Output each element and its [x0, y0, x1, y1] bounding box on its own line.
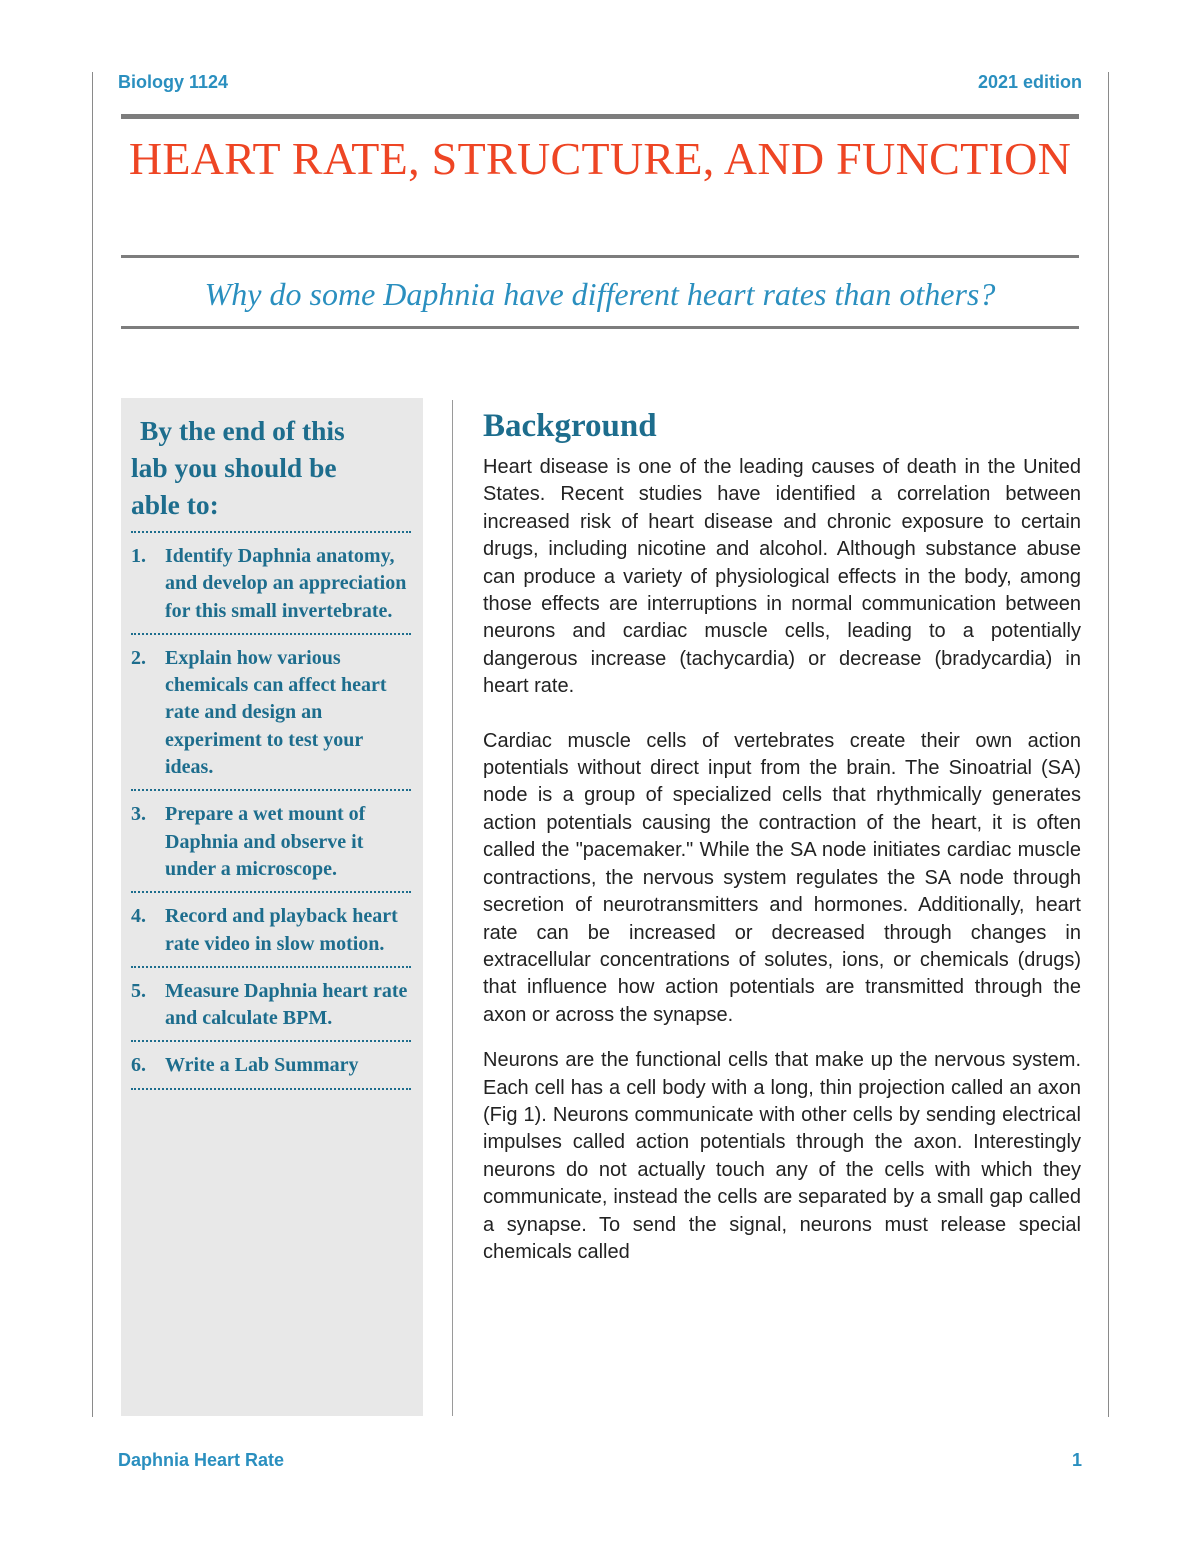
- objective-number: 3.: [131, 803, 146, 826]
- section-heading: Background: [483, 408, 657, 444]
- body-paragraph: Heart disease is one of the leading causes of death in the United States. Recent studies have identified a correlation between increased risk of heart disease and chronic exposure to certain drugs, including nicotine and alcohol. Although substance abuse can produce a variety of physiological effects in the body, among those effects are interruptions in normal communication between neurons and cardiac muscle cells, leading to a potentially dangerous increase (tachycardia) or decrease (bradycardia) in heart rate.: [483, 456, 1081, 698]
- sidebar-heading-line: By the end of this: [140, 415, 345, 446]
- page-number: 1: [1071, 1450, 1082, 1470]
- page-subtitle: Why do some Daphnia have different heart rates than others?: [204, 276, 996, 312]
- objective-text: Write a Lab Summary: [165, 1054, 359, 1077]
- objective-number: 2.: [131, 646, 146, 669]
- objective-item: [131, 633, 411, 789]
- objective-number: 5.: [131, 979, 146, 1002]
- objective-text: Prepare a wet mount of Daphnia and observe it under a microscope.: [165, 803, 366, 880]
- page-frame-right-rule: [1108, 72, 1109, 1417]
- objective-item: [131, 1040, 411, 1089]
- objective-text: Explain how various chemicals can affect heart rate and design an experiment to test your ideas.: [165, 646, 387, 779]
- body-paragraph: Neurons are the functional cells that make up the nervous system. Each cell has a cell body with a long, thin projection called an axon (Fig 1). Neurons communicate with other cells by sending electrical impulses called action potentials through the axon. Interestingly neurons do not actually touch any of the cells with which they communicate, instead the cells are separated by a small gap called a synapse. To send the signal, neurons must release special chemicals called: [483, 1049, 1081, 1263]
- footer-doc-title: Daphnia Heart Rate: [118, 1450, 285, 1470]
- body-paragraph: Cardiac muscle cells of vertebrates create their own action potentials without direct input from the brain. The Sinoatrial (SA) node is a group of specialized cells that rhythmically generates action potentials causing the contraction of the heart, it is often called the "pacemaker." While the SA node initiates cardiac muscle contractions, the nervous system regulates the SA node through secretion of neurotransmitters and hormones. Additionally, heart rate can be increased or decreased through changes in extracellular concentrations of solutes, ions, or chemicals (drugs) that influence how action potentials are transmitted through the axon or across the synapse.: [483, 729, 1081, 1026]
- objective-item: [131, 966, 411, 1041]
- background-section: [483, 404, 1081, 1266]
- page-title: HEART RATE, STRUCTURE, AND FUNCTION: [128, 133, 1072, 184]
- objectives-list: [131, 531, 411, 1090]
- objective-number: 6.: [131, 1054, 146, 1077]
- sidebar-heading-line: able to:: [131, 489, 219, 520]
- objective-item: [131, 531, 411, 633]
- objective-text: Record and playback heart rate video in slow motion.: [165, 905, 398, 955]
- objective-text: Identify Daphnia anatomy, and develop an appreciation for this small invertebrate.: [165, 545, 407, 622]
- objective-item: [131, 789, 411, 891]
- column-divider: [452, 400, 453, 1416]
- header-edition: 2021 edition: [977, 72, 1082, 92]
- page-frame-left-rule: [92, 72, 93, 1417]
- title-top-rule: [121, 114, 1079, 119]
- objective-item: [131, 891, 411, 966]
- objective-number: 4.: [131, 905, 146, 928]
- subtitle-top-rule: [121, 255, 1079, 258]
- objective-text: Measure Daphnia heart rate and calculate BPM.: [165, 979, 408, 1030]
- objective-number: 1.: [131, 545, 146, 567]
- sidebar-heading-line: lab you should be: [131, 452, 337, 483]
- header-course: Biology 1124: [118, 72, 229, 92]
- learning-objectives-sidebar: [121, 398, 423, 1416]
- sidebar-heading: [131, 412, 411, 523]
- subtitle-bottom-rule: [121, 326, 1079, 329]
